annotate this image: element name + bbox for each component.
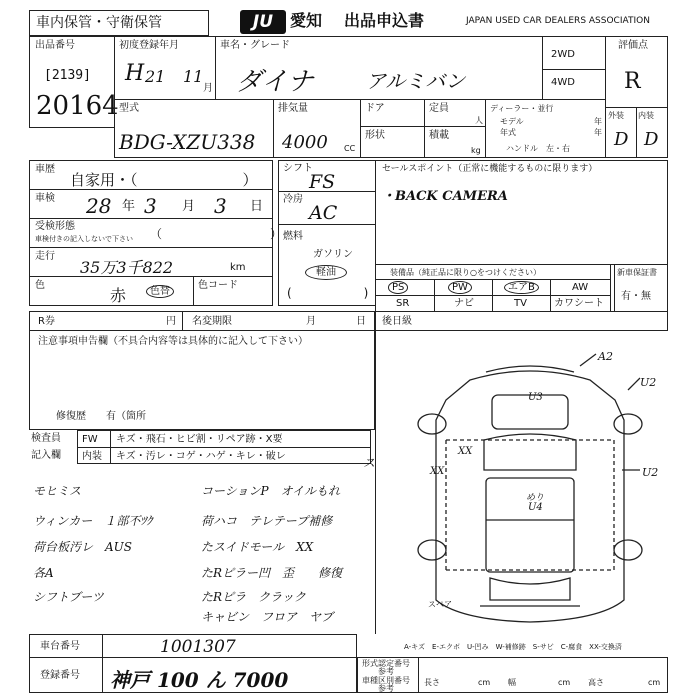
dealer-line3-unit: 年 (594, 128, 602, 137)
lot-label: 出品番号 (35, 40, 75, 51)
mark-u3: U3 (528, 392, 543, 403)
br-line2: 参考 (378, 667, 394, 676)
tax-month: 月 (306, 316, 316, 327)
transfer-label: 受検形態 (35, 221, 75, 232)
br-line1: 形式認定番号 (362, 659, 410, 668)
equipment-aw: AW (572, 282, 589, 293)
registration-label: 初度登録年月 (119, 40, 179, 51)
warranty-label: 新車保証書 (617, 268, 657, 277)
note-left-3: 荷台板汚レ AUS (33, 540, 133, 554)
registration-year: 21 (145, 67, 166, 86)
load-unit: kg (471, 146, 481, 155)
transfer-paren: （ ） (150, 227, 283, 241)
warranty-options: 有・無 (621, 291, 651, 302)
registration-month-unit: 月 (203, 83, 213, 94)
bottom-right-box (357, 657, 668, 693)
color-change: 色替 (146, 285, 174, 298)
transfer-note: 車検付きの記入しないで下さい (35, 235, 133, 243)
mark-u2-top: U2 (640, 376, 657, 389)
fuel-diesel: 軽油 (305, 265, 347, 280)
association-name: JAPAN USED CAR DEALERS ASSOCIATION (466, 16, 650, 26)
registration-era: H (125, 61, 145, 86)
plate-value: 神戸 100 ん 7000 (110, 668, 289, 692)
capacity-label: 定員 (429, 103, 449, 114)
dealer-line1: ディーラー・並行 (490, 104, 554, 113)
inspection-month-unit: 月 (182, 199, 196, 214)
equipment-airbag: エアB (504, 281, 539, 294)
rating-label: 評価点 (618, 40, 648, 51)
inspector-label2: 記入欄 (31, 450, 61, 461)
displacement-label: 排気量 (278, 103, 308, 114)
model-label: 型式 (119, 103, 139, 114)
equipment-label: 装備品（純正品に限り○をつけください） (390, 268, 541, 277)
fuel-paren: ( ) (287, 286, 369, 300)
drive-4wd: 4WD (551, 77, 575, 88)
shift-label: シフト (283, 163, 313, 174)
dealer-line2-unit: 年 (594, 117, 602, 126)
sales-point-label: セールスポイント（正常に機能するものに限ります） (382, 164, 598, 174)
equipment-navi: ナビ (454, 298, 474, 309)
note-left-5: シフトブーツ (33, 590, 104, 604)
equipment-seat: カワシート (554, 298, 604, 309)
inspector-row2: キズ・汚レ・コゲ・ハゲ・キレ・破レ (116, 451, 286, 462)
mark-a2: A2 (598, 350, 613, 363)
vehicle-name-label: 車名・グレード (220, 40, 290, 51)
registration-month: 11 (183, 67, 204, 86)
rating-ext-value: D (614, 129, 629, 150)
drive-2wd: 2WD (551, 49, 575, 60)
note-right-1: コーションP オイルもれ (201, 484, 340, 498)
history-value: 自家用・（ ） (70, 171, 258, 189)
history-label: 車歴 (35, 164, 55, 175)
sales-point-value: ・BACK CAMERA (382, 189, 508, 204)
inspection-year-unit: 年 (122, 199, 136, 214)
inspector-hand-suffix: ス (363, 456, 376, 470)
ac-value: AC (309, 202, 338, 224)
inspector-label1: 検査員 (31, 433, 61, 444)
diagram-legend: A-キズ E-エクボ U-凹み W-補修跡 S-サビ C-腐食 XX-交換済 (404, 643, 622, 651)
br-length-unit: cm (478, 678, 491, 687)
tax-day: 日 (356, 316, 366, 327)
note-left-1: モヒミス (33, 484, 82, 498)
rating-int-label: 内装 (638, 111, 654, 120)
rear-seat-label: 後日級 (382, 316, 412, 327)
inspector-row1-prefix: FW (82, 434, 98, 445)
br-length: 長さ (424, 678, 440, 687)
door-label: ドア (365, 103, 385, 114)
recycle-unit: 円 (166, 316, 176, 327)
org-name: 愛知 (290, 11, 323, 30)
ac-label: 冷房 (283, 194, 303, 205)
spare-label: スペア (428, 600, 452, 609)
rating-int-value: D (644, 129, 659, 150)
mark-meri: めり (526, 493, 545, 503)
mileage-value: 35万3千822 (80, 258, 174, 277)
inspection-year: 28 (86, 194, 112, 218)
inspection-month: 3 (144, 194, 157, 218)
chassis-value: 1001307 (160, 637, 236, 657)
storage-label: 車内保管・守衛保管 (36, 15, 162, 31)
note-right-5: たRピラ クラック (201, 590, 306, 604)
mileage-label: 走行 (35, 251, 55, 262)
plate-label: 登録番号 (40, 670, 80, 681)
rating-value: R (624, 69, 641, 94)
shift-value: FS (309, 171, 336, 193)
mark-u2-right: U2 (642, 466, 659, 479)
fuel-label: 燃料 (283, 231, 303, 242)
fuel-gasoline: ガソリン (313, 249, 353, 260)
notes-label: 注意事項申告欄（不具合内容等は具体的に記入して下さい） (38, 336, 308, 347)
br-width-unit: cm (558, 678, 571, 687)
recycle-label: R券 (38, 316, 55, 327)
tax-label: 名変期限 (192, 316, 232, 327)
repair-label: 修復歴 有（箇所 (56, 411, 146, 422)
note-right-6: キャビン フロア ヤブ (201, 610, 334, 624)
lot-number: 20164 (36, 91, 119, 121)
dealer-line2: モデル (500, 117, 524, 126)
form-title: 出品申込書 (344, 11, 425, 30)
mark-xx-side: XX (430, 466, 445, 477)
color-label: 色 (35, 280, 45, 291)
dealer-handle: ハンドル 左・右 (506, 144, 570, 153)
mileage-unit: km (230, 262, 246, 273)
inspection-day-unit: 日 (250, 199, 264, 214)
br-line3: 車種区別番号 (362, 676, 410, 685)
vehicle-grade: アルミバン (366, 69, 466, 93)
br-width: 幅 (508, 678, 516, 687)
equipment-pw: PW (448, 281, 472, 294)
lot-sub-number: [2139] (44, 68, 91, 83)
chassis-label: 車台番号 (40, 641, 80, 652)
rating-ext-label: 外装 (608, 111, 624, 120)
inspector-row1: キズ・飛石・ヒビ割・リペア跡・X要 (116, 434, 283, 445)
inspection-day: 3 (214, 194, 227, 218)
note-left-2: ウィンカー １部不ﾂｸ (33, 514, 153, 528)
inspection-label: 車検 (35, 193, 55, 204)
dealer-line3: 年式 (500, 128, 516, 137)
load-label: 積載 (429, 130, 449, 141)
displacement-value: 4000 (282, 132, 328, 153)
equipment-sr: SR (396, 298, 410, 309)
displacement-unit: CC (344, 144, 356, 153)
equipment-ps: PS (388, 281, 408, 294)
inspector-row2-prefix: 内装 (82, 451, 102, 462)
mark-xx-left: XX (458, 446, 473, 457)
equipment-tv: TV (514, 298, 527, 309)
br-line4: 参考 (378, 684, 394, 693)
note-right-4: たRピラー凹 歪 修復 (201, 566, 343, 580)
model-value: BDG-XZU338 (119, 130, 256, 154)
color-value: 赤 (110, 286, 127, 305)
note-right-3: たスイドモール XX (201, 540, 314, 554)
capacity-unit: 人 (475, 116, 483, 125)
mark-u4: U4 (528, 502, 543, 513)
chassis-box (29, 634, 357, 658)
note-left-4: 各A (33, 566, 54, 580)
color-code-label: 色コード (198, 280, 238, 291)
br-height-unit: cm (648, 678, 661, 687)
shape-label: 形状 (365, 130, 385, 141)
ju-logo: JU (240, 10, 286, 34)
br-height: 高さ (588, 678, 604, 687)
vehicle-name: ダイナ (236, 67, 314, 97)
plate-box (29, 657, 357, 693)
note-right-2: 荷ハコ テレテープ補修 (201, 514, 333, 528)
